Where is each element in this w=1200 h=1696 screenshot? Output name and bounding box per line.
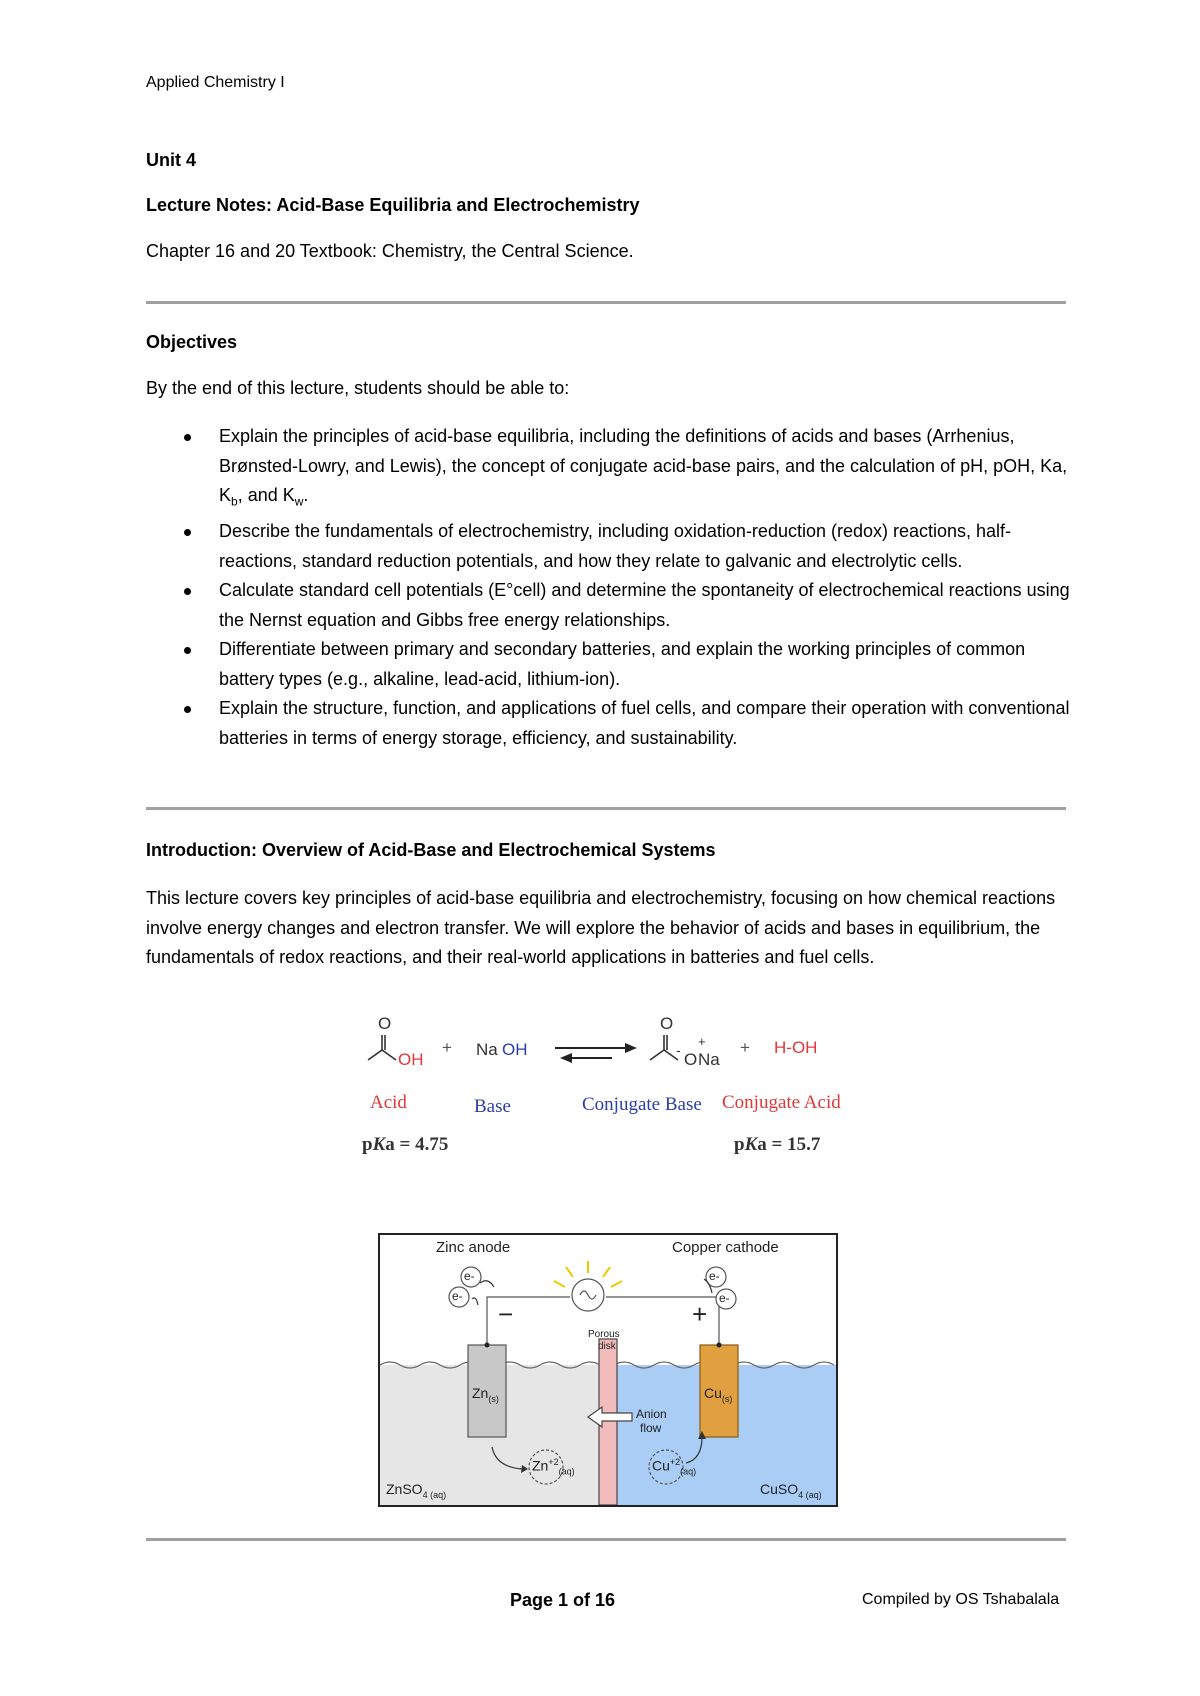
product-o-na: O bbox=[684, 1050, 698, 1069]
positive-terminal-sign: + bbox=[692, 1299, 708, 1329]
sodium-ion: Na bbox=[698, 1050, 720, 1069]
plus-sign: + bbox=[442, 1038, 452, 1057]
conjugate-base-label: Conjugate Base bbox=[582, 1094, 702, 1115]
acid-base-reaction-figure bbox=[350, 1014, 870, 1170]
electron-label: e- bbox=[709, 1269, 720, 1283]
electron-label: e- bbox=[719, 1291, 730, 1305]
running-header: Applied Chemistry I bbox=[146, 74, 285, 91]
divider bbox=[146, 807, 1066, 810]
list-item: Calculate standard cell potentials (E°cell) and determine the spontaneity of electrochemical reactions using the Nernst equation and Gibbs free energy relationships. bbox=[146, 576, 1076, 635]
oxygen-atom: O bbox=[660, 1014, 674, 1033]
chapter-reference: Chapter 16 and 20 Textbook: Chemistry, the Central Science. bbox=[146, 241, 634, 261]
electron-arrow-icon bbox=[480, 1281, 494, 1287]
electron-label: e- bbox=[452, 1289, 463, 1303]
bullet-icon bbox=[184, 434, 191, 441]
objectives-heading: Objectives bbox=[146, 332, 238, 352]
terminal bbox=[485, 1343, 490, 1348]
list-item: Describe the fundamentals of electrochemistry, including oxidation-reduction (redox) reactions, half-reactions, standard reduction potentials, and how they relate to galvanic and electrolytic cells. bbox=[146, 517, 1076, 576]
copper-electrode-label: $Cu_{(s)}$ bbox=[704, 1385, 733, 1404]
introduction-heading: Introduction: Overview of Acid-Base and Electrochemical Systems bbox=[146, 840, 716, 860]
naoh-na: Na bbox=[476, 1040, 498, 1059]
negative-charge: - bbox=[676, 1042, 681, 1058]
objectives-list bbox=[146, 422, 1076, 753]
base-label: Base bbox=[474, 1096, 511, 1117]
compiled-by: Compiled by OS Tshabalala bbox=[862, 1591, 1060, 1608]
pka-acid: pKa = 4.75 bbox=[362, 1134, 449, 1155]
acetate-bonds bbox=[650, 1050, 678, 1060]
zinc-ion-label: $Zn^{+2}_{(aq)}$ bbox=[532, 1457, 575, 1477]
terminal bbox=[717, 1343, 722, 1348]
galvanic-cell-figure bbox=[378, 1233, 838, 1507]
anion-label: Anion bbox=[636, 1407, 667, 1421]
bullet-icon bbox=[184, 529, 191, 536]
znso4-label: ZnSO$_{4 (aq)}$ bbox=[386, 1481, 447, 1500]
divider bbox=[146, 1538, 1066, 1541]
acid-label: Acid bbox=[370, 1092, 407, 1113]
pka-conjugate-acid: pKa = 15.7 bbox=[734, 1134, 821, 1155]
list-item: Differentiate between primary and secondary batteries, and explain the working principles of common battery types (e.g., alkaline, lead-acid, lithium-ion). bbox=[146, 635, 1076, 694]
hydroxyl-group: OH bbox=[398, 1050, 424, 1069]
copper-cathode-label: Copper cathode bbox=[672, 1239, 779, 1256]
water-molecule: H-OH bbox=[774, 1038, 818, 1057]
bullet-icon bbox=[184, 588, 191, 595]
zinc-electrode-label: $Zn_{(s)}$ bbox=[472, 1385, 499, 1404]
oxygen-atom: O bbox=[378, 1014, 392, 1033]
disk-label: disk bbox=[598, 1341, 616, 1352]
list-item: Explain the structure, function, and applications of fuel cells, and compare their operation with conventional batteries in terms of energy storage, efficiency, and sustainability. bbox=[146, 694, 1076, 753]
bullet-icon bbox=[184, 706, 191, 713]
electron-label: e- bbox=[464, 1269, 475, 1283]
electron-arrow-icon bbox=[472, 1298, 478, 1305]
naoh-oh: OH bbox=[502, 1040, 528, 1059]
cuso4-label: CuSO$_{4 (aq)}$ bbox=[760, 1481, 822, 1500]
introduction-paragraph: This lecture covers key principles of acid-base equilibria and electrochemistry, focusing on how chemical reactions involve energy changes and electron transfer. We will explore the behavior of acids and bases in equilibrium, the fundamentals of redox reactions, and their real-world applications in batteries and fuel cells. bbox=[146, 888, 1056, 967]
positive-charge: + bbox=[698, 1034, 706, 1049]
unit-label: Unit 4 bbox=[146, 150, 197, 170]
objectives-intro: By the end of this lecture, students should be able to: bbox=[146, 378, 570, 398]
copper-ion-label: $Cu^{+2}_{(aq)}$ bbox=[652, 1457, 697, 1477]
acetic-acid-bonds bbox=[368, 1050, 396, 1060]
flow-label: flow bbox=[640, 1421, 662, 1435]
bullet-icon bbox=[184, 647, 191, 654]
forward-arrow-head bbox=[625, 1043, 637, 1053]
plus-sign: + bbox=[740, 1038, 750, 1057]
negative-terminal-sign: − bbox=[498, 1299, 514, 1329]
divider bbox=[146, 301, 1066, 304]
document-title: Lecture Notes: Acid-Base Equilibria and Electrochemistry bbox=[146, 195, 640, 215]
galvanic-cell-diagram bbox=[380, 1235, 836, 1505]
conjugate-acid-label: Conjugate Acid bbox=[722, 1092, 841, 1113]
list-item: Explain the principles of acid-base equilibria, including the definitions of acids and bases (Arrhenius, Brønsted-Lowry, and Lewis), the concept of conjugate acid-base pairs, and the calculation of pH, pOH, Ka, $K_b$, and $K_w$. bbox=[146, 422, 1076, 517]
zinc-anode-label: Zinc anode bbox=[436, 1239, 511, 1256]
page-number: Page 1 of 16 bbox=[510, 1590, 616, 1610]
porous-label: Porous bbox=[588, 1329, 620, 1340]
reverse-arrow-head bbox=[560, 1053, 572, 1063]
